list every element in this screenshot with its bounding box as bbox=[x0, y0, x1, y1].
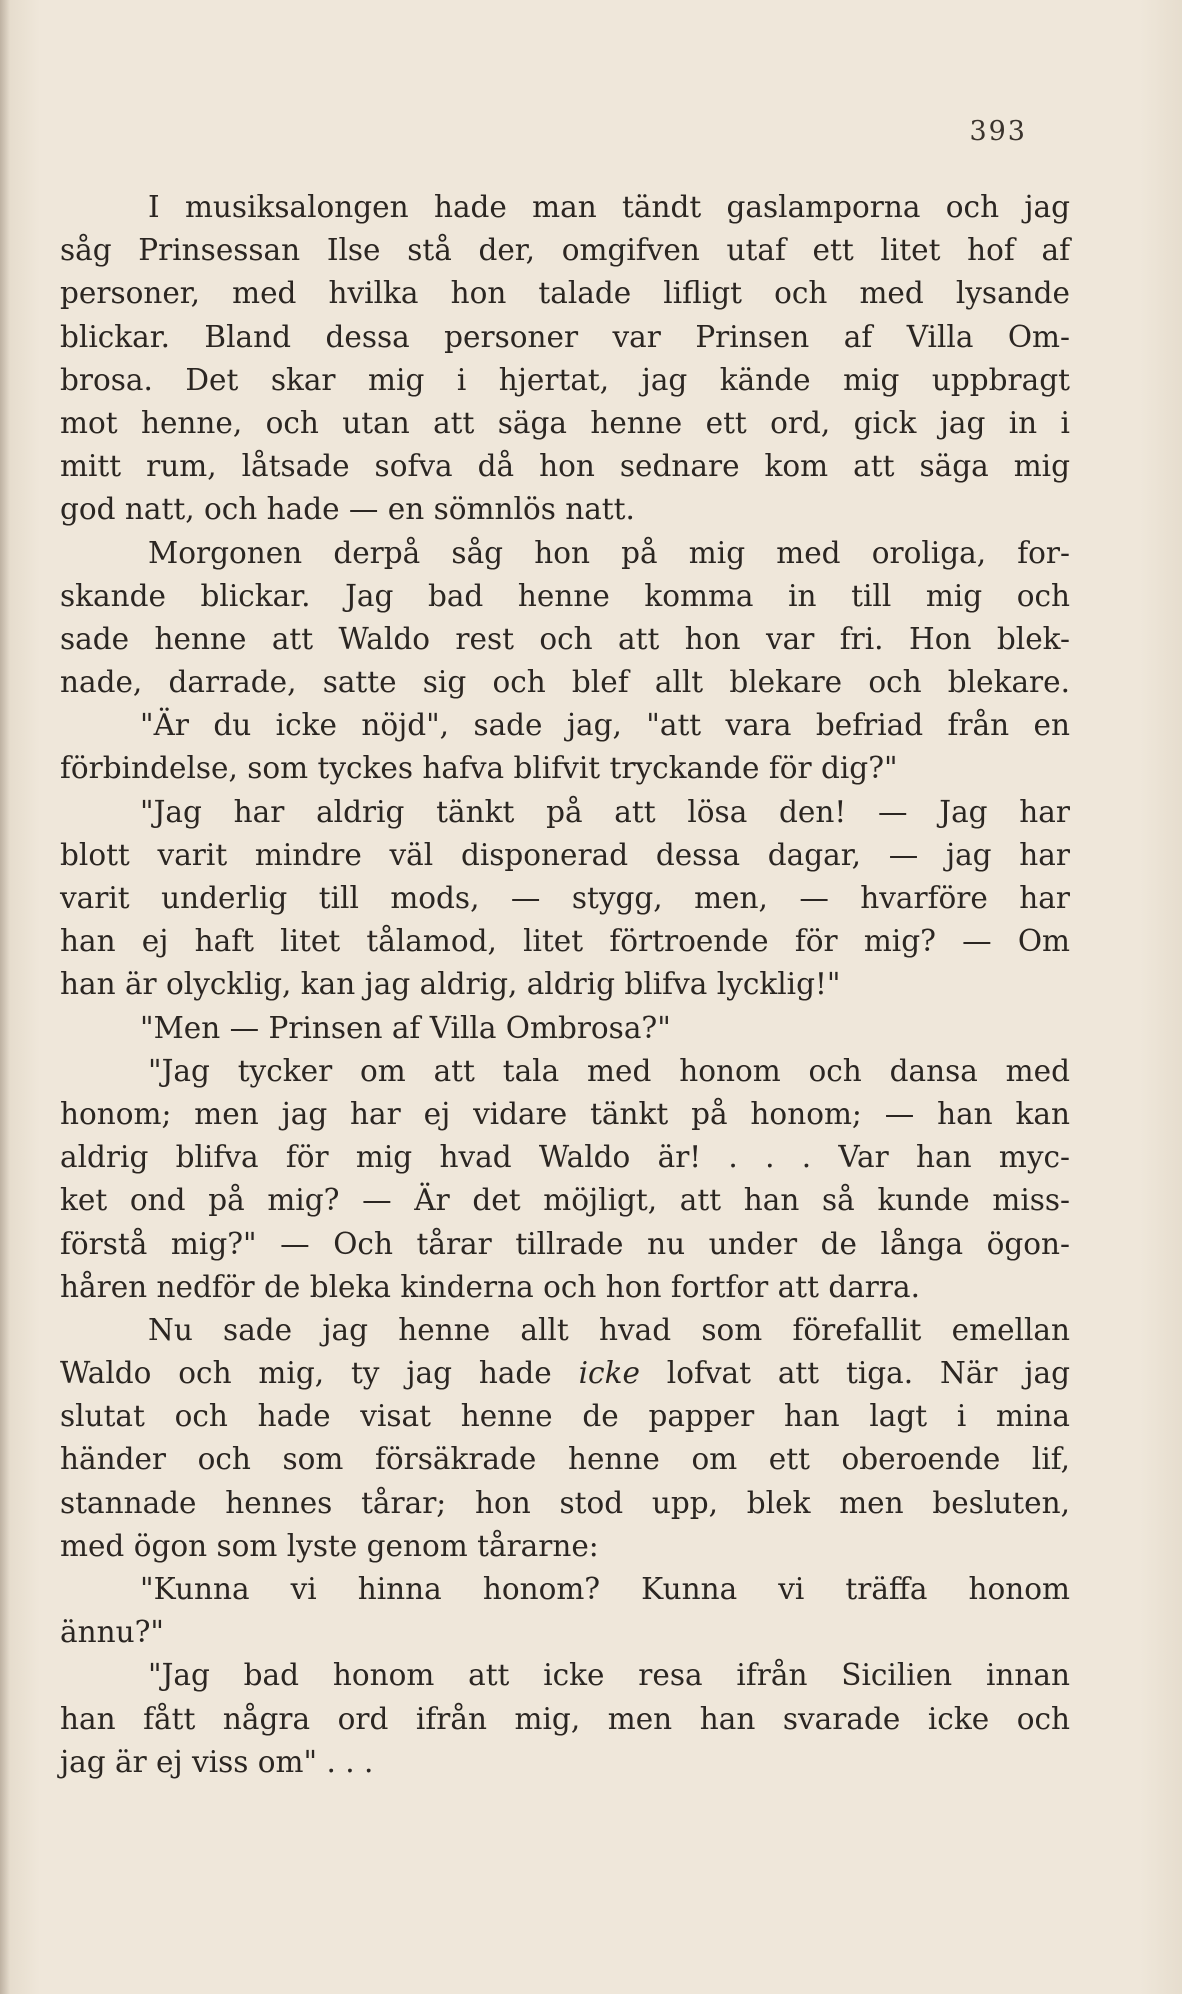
text-line: blott varit mindre väl disponerad dessa dagar, — jag har bbox=[60, 837, 1070, 872]
text-line: "Kunna vi hinna honom? Kunna vi träffa honom bbox=[140, 1572, 1070, 1606]
text-line: varit underlig till mods, — stygg, men, — hvarföre har bbox=[60, 881, 1070, 915]
text-line: I musiksalongen hade man tändt gaslamporna och jag bbox=[148, 190, 1070, 224]
text-line: ket ond på mig? — Är det möjligt, att han så kunde miss- bbox=[60, 1183, 1070, 1218]
text-line: han är olycklig, kan jag aldrig, aldrig blifva lycklig!" bbox=[60, 967, 841, 1002]
text-line: mot henne, och utan att säga henne ett ord, gick jag in i bbox=[60, 405, 1070, 440]
text-line: förbindelse, som tyckes hafva blifvit tryckande för dig?" bbox=[60, 751, 898, 786]
body-text bbox=[60, 186, 1070, 1784]
text-line: såg Prinsessan Ilse stå der, omgifven utaf ett litet hof af bbox=[60, 233, 1070, 268]
page-number: 393 bbox=[969, 116, 1027, 147]
text-line: "Men — Prinsen af Villa Ombrosa?" bbox=[140, 1010, 671, 1045]
text-line: "Jag bad honom att icke resa ifrån Sicilien innan bbox=[148, 1658, 1070, 1693]
text-line: brosa. Det skar mig i hjertat, jag kände mig uppbragt bbox=[60, 362, 1070, 397]
text-line: slutat och hade visat henne de papper han lagt i mina bbox=[60, 1399, 1070, 1434]
text-line: sade henne att Waldo rest och att hon var fri. Hon blek- bbox=[60, 621, 1070, 656]
text-line: god natt, och hade — en sömnlös natt. bbox=[60, 492, 635, 527]
text-line: Nu sade jag henne allt hvad som förefallit emellan bbox=[148, 1312, 1070, 1347]
page-edge-shadow bbox=[0, 0, 10, 1994]
text-line: jag är ej viss om" . . . bbox=[60, 1744, 374, 1779]
text-line: personer, med hvilka hon talade lifligt och med lysande bbox=[60, 276, 1070, 311]
text-line: håren nedför de bleka kinderna och hon fortfor att darra. bbox=[60, 1269, 920, 1304]
text-line: nade, darrade, satte sig och blef allt blekare och blekare. bbox=[60, 665, 1070, 700]
text-line: blickar. Bland dessa personer var Prinsen af Villa Om- bbox=[60, 319, 1070, 354]
text-line: stannade hennes tårar; hon stod upp, blek men besluten, bbox=[60, 1485, 1070, 1520]
text-line: han ej haft litet tålamod, litet förtroende för mig? — Om bbox=[60, 924, 1070, 959]
text-line: "Jag har aldrig tänkt på att lösa den! — Jag har bbox=[140, 794, 1070, 829]
text-line: "Jag tycker om att tala med honom och dansa med bbox=[148, 1053, 1070, 1088]
emphasis-word: icke bbox=[578, 1356, 640, 1391]
text-line: händer och som försäkrade henne om ett oberoende lif, bbox=[60, 1442, 1070, 1477]
text-line: förstå mig?" — Och tårar tillrade nu under de långa ögon- bbox=[60, 1226, 1070, 1261]
text-line: aldrig blifva för mig hvad Waldo är! . . . Var han myc- bbox=[60, 1140, 1070, 1175]
text-line: han fått några ord ifrån mig, men han svarade icke och bbox=[60, 1701, 1070, 1736]
text-line: Morgonen derpå såg hon på mig med oroliga, for- bbox=[148, 535, 1070, 570]
text-line: Waldo och mig, ty jag hade icke lofvat att tiga. När jag bbox=[60, 1356, 1070, 1391]
text-line: med ögon som lyste genom tårarne: bbox=[60, 1528, 599, 1563]
text-line: ännu?" bbox=[60, 1615, 164, 1650]
text-line: skande blickar. Jag bad henne komma in till mig och bbox=[60, 578, 1070, 613]
text-line: honom; men jag har ej vidare tänkt på honom; — han kan bbox=[60, 1096, 1070, 1131]
text-line: "Är du icke nöjd", sade jag, "att vara befriad från en bbox=[140, 708, 1070, 743]
text-line: mitt rum, låtsade sofva då hon sednare kom att säga mig bbox=[60, 449, 1070, 484]
